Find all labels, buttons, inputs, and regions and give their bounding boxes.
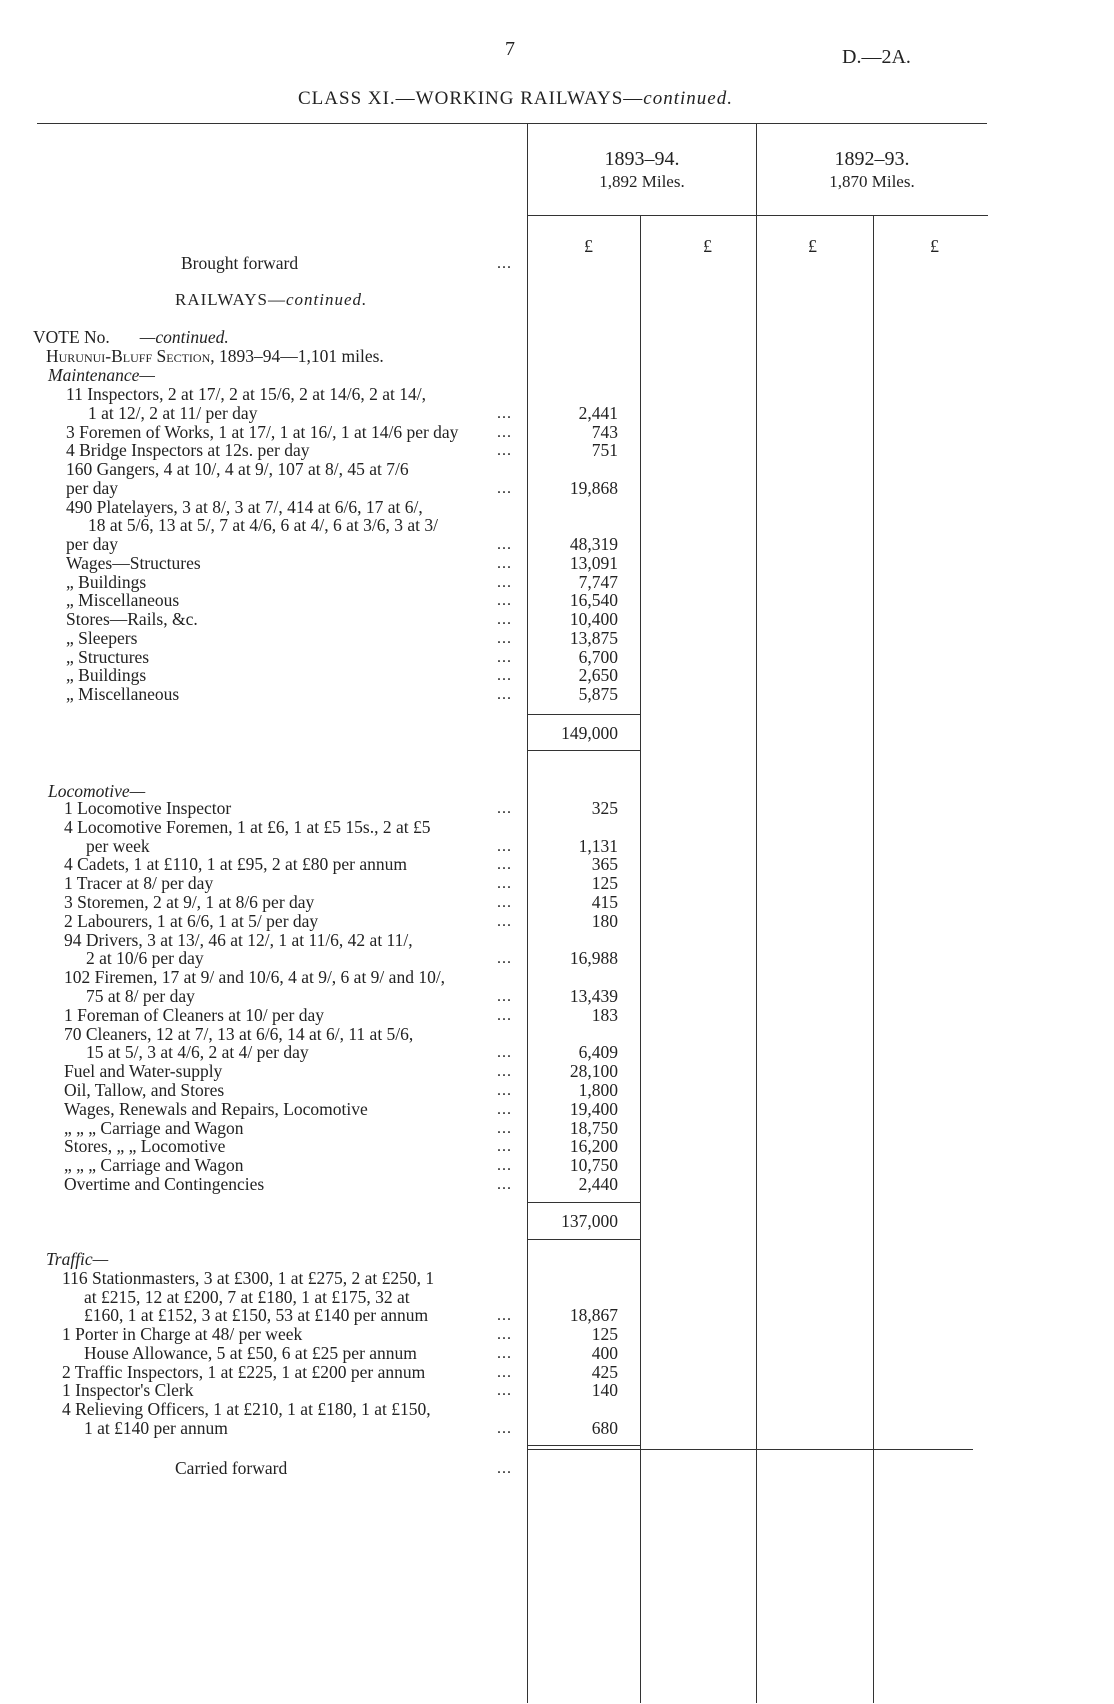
railways-heading <box>175 290 367 310</box>
currency-symbol: £ <box>930 236 939 256</box>
railways-heading-suffix: continued. <box>286 290 368 309</box>
line-item-value: 13,875 <box>569 627 618 648</box>
class-title-text: CLASS XI.—WORKING RAILWAYS— <box>298 88 644 109</box>
carried-forward-double-rule <box>528 1449 973 1450</box>
leader-dots: ... <box>497 1044 512 1062</box>
line-item-value: 425 <box>591 1361 618 1382</box>
line-item-text: 15 at 5/, 3 at 4/6, 2 at 4/ per day <box>86 1042 309 1063</box>
document-reference: D.—2A. <box>842 46 911 68</box>
brought-forward-label: Brought forward <box>181 253 299 273</box>
locomotive-heading: Locomotive— <box>48 781 146 801</box>
line-item-value: 7,747 <box>578 571 618 592</box>
line-item-text: 2 Traffic Inspectors, 1 at £225, 1 at £200 per annum <box>62 1361 426 1382</box>
leader-dots: ... <box>497 1363 512 1381</box>
line-item-value: 18,867 <box>569 1305 618 1326</box>
leader-dots: ... <box>497 1157 512 1175</box>
line-item-value: 16,988 <box>569 948 618 969</box>
line-item-value: 10,400 <box>569 609 618 629</box>
leader-dots: ... <box>497 894 512 911</box>
line-item-text: 102 Firemen, 17 at 9/ and 10/6, 4 at 9/, 6 at 9/ and 10/, <box>64 967 446 988</box>
line-item-text: House Allowance, 5 at £50, 6 at £25 per annum <box>84 1342 417 1363</box>
line-item-value: 13,439 <box>569 986 618 1006</box>
line-item-value: 5,875 <box>578 684 618 704</box>
line-item-text: 11 Inspectors, 2 at 17/, 2 at 15/6, 2 at 14/6, 2 at 14/, <box>66 384 426 404</box>
leader-dots: ... <box>497 1382 512 1400</box>
line-item-text: 116 Stationmasters, 3 at £300, 1 at £275, 2 at £250, 1 <box>62 1268 435 1288</box>
leader-dots: ... <box>497 573 512 591</box>
line-item-text: 1 Inspector's Clerk <box>62 1380 194 1401</box>
prior-year-heading: 1892–93. <box>834 148 910 170</box>
leader-dots: ... <box>497 912 512 930</box>
column-header-rule <box>528 215 988 216</box>
line-item-text: Wages, Renewals and Repairs, Locomotive <box>64 1098 368 1119</box>
leader-dots: ... <box>497 479 512 497</box>
column-divider-prior-sub <box>873 215 874 1703</box>
line-item-text: „ Sleepers <box>66 627 138 648</box>
line-item-value: 2,440 <box>578 1174 618 1194</box>
leader-dots: ... <box>497 837 512 855</box>
line-item-value: 13,091 <box>569 552 618 573</box>
line-item-text: Stores, „ „ Locomotive <box>64 1136 226 1157</box>
line-item-value: 19,400 <box>569 1098 618 1119</box>
line-item-value: 1,800 <box>578 1080 618 1100</box>
leader-dots: ... <box>497 1307 512 1325</box>
line-item-text: Overtime and Contingencies <box>64 1174 265 1194</box>
line-item-value: 751 <box>591 440 618 461</box>
line-item-text: 490 Platelayers, 3 at 8/, 3 at 7/, 414 at 6/6, 17 at 6/, <box>66 496 423 517</box>
currency-symbol: £ <box>808 236 817 256</box>
line-item-text: 70 Cleaners, 12 at 7/, 13 at 6/6, 14 at 6/, 11 at 5/6, <box>64 1023 414 1044</box>
leader-dots: ... <box>497 1176 512 1193</box>
line-item-value: 48,319 <box>569 534 618 554</box>
line-item-value: 6,409 <box>578 1042 618 1063</box>
traffic-heading: Traffic— <box>46 1249 109 1269</box>
current-year-heading: 1893–94. <box>604 148 680 170</box>
line-item-text: at £215, 12 at £200, 7 at £180, 1 at £175, 32 at <box>84 1286 410 1307</box>
leader-dots: ... <box>497 592 512 610</box>
leader-dots: ... <box>497 800 512 817</box>
column-divider-current-sub <box>640 215 641 1703</box>
currency-symbol: £ <box>584 236 593 256</box>
line-item-value: 16,200 <box>569 1136 618 1157</box>
line-item-value: 10,750 <box>569 1155 618 1176</box>
line-item-text: 1 Tracer at 8/ per day <box>64 873 214 894</box>
line-item-text: Oil, Tallow, and Stores <box>64 1080 225 1100</box>
line-item-text: 3 Foremen of Works, 1 at 17/, 1 at 16/, 1 at 14/6 per day <box>66 421 459 442</box>
maintenance-subtotal-rule <box>528 714 640 715</box>
leader-dots: ... <box>497 1419 512 1437</box>
line-item-value: 325 <box>591 798 618 818</box>
railways-heading-text: RAILWAYS— <box>175 290 287 309</box>
line-item-text: Wages—Structures <box>66 552 201 573</box>
line-item-value: 743 <box>591 421 618 442</box>
leader-dots: ... <box>497 875 512 893</box>
line-item-value: 680 <box>591 1417 618 1438</box>
line-item-text: 2 Labourers, 1 at 6/6, 1 at 5/ per day <box>64 910 319 931</box>
leader-dots: ... <box>497 1082 512 1099</box>
line-item-value: 140 <box>591 1380 618 1401</box>
leader-dots: ... <box>497 988 512 1005</box>
leader-dots: ... <box>497 1460 512 1477</box>
line-item-text: per day <box>66 534 118 554</box>
line-item-text: „ Miscellaneous <box>66 684 180 704</box>
column-divider-year <box>756 123 757 1703</box>
line-item-text: 160 Gangers, 4 at 10/, 4 at 9/, 107 at 8/, 45 at 7/6 <box>66 459 409 479</box>
leader-dots: ... <box>497 1138 512 1156</box>
locomotive-total: 137,000 <box>561 1211 618 1231</box>
line-item-value: 1,131 <box>578 835 618 856</box>
leader-dots: ... <box>497 423 512 441</box>
maintenance-total: 149,000 <box>561 723 618 743</box>
line-item-value: 365 <box>591 854 618 875</box>
vote-label: VOTE No. <box>33 327 110 347</box>
line-item-value: 183 <box>591 1004 618 1025</box>
line-item-value: 6,700 <box>578 646 618 667</box>
leader-dots: ... <box>497 611 512 628</box>
carried-forward-label: Carried forward <box>175 1458 288 1478</box>
carried-forward-rule <box>528 1445 640 1446</box>
line-item-text: 1 Foreman of Cleaners at 10/ per day <box>64 1004 324 1025</box>
line-item-value: 400 <box>591 1342 618 1363</box>
line-item-text: 18 at 5/6, 13 at 5/, 7 at 4/6, 6 at 4/, 6 at 3/6, 3 at 3/ <box>88 515 438 536</box>
line-item-text: 1 at £140 per annum <box>84 1417 228 1438</box>
line-item-text: „ Structures <box>66 646 150 667</box>
line-item-value: 19,868 <box>569 477 618 498</box>
line-item-text: 4 Bridge Inspectors at 12s. per day <box>66 440 310 461</box>
prior-miles: 1,870 Miles. <box>829 172 915 191</box>
locomotive-subtotal-rule <box>528 1202 640 1203</box>
line-item-text: Fuel and Water-supply <box>64 1061 223 1082</box>
leader-dots: ... <box>497 1326 512 1344</box>
line-item-text: Stores—Rails, &c. <box>66 609 198 629</box>
currency-symbol: £ <box>703 236 712 256</box>
line-item-text: £160, 1 at £152, 3 at £150, 53 at £140 per annum <box>84 1305 429 1326</box>
line-item-text: 75 at 8/ per day <box>86 986 195 1006</box>
leader-dots: ... <box>497 404 512 422</box>
section-title-suffix: 1893–94—1,101 miles. <box>219 346 384 366</box>
line-item-text: 4 Locomotive Foremen, 1 at £6, 1 at £5 15s., 2 at £5 <box>64 816 431 837</box>
line-item-text: „ Buildings <box>66 571 147 592</box>
leader-dots: ... <box>497 536 512 553</box>
current-miles: 1,892 Miles. <box>599 172 685 191</box>
leader-dots: ... <box>497 1006 512 1024</box>
leader-dots: ... <box>497 667 512 685</box>
class-title-suffix: continued. <box>643 88 733 109</box>
line-item-value: 125 <box>591 873 618 894</box>
line-item-text: 3 Storemen, 2 at 9/, 1 at 8/6 per day <box>64 892 315 912</box>
line-item-value: 18,750 <box>569 1117 618 1138</box>
line-item-text: 4 Cadets, 1 at £110, 1 at £95, 2 at £80 per annum <box>64 854 407 875</box>
line-item-text: per week <box>86 835 150 856</box>
line-item-text: 1 at 12/, 2 at 11/ per day <box>88 402 258 423</box>
line-item-text: 2 at 10/6 per day <box>86 948 204 969</box>
line-item-value: 415 <box>591 892 618 912</box>
line-item-value: 28,100 <box>569 1061 618 1082</box>
line-item-text: „ „ „ Carriage and Wagon <box>64 1155 244 1176</box>
vote-suffix: —continued. <box>139 327 229 347</box>
line-item-text: „ Miscellaneous <box>66 590 180 611</box>
line-item-text: per day <box>66 477 118 498</box>
line-item-text: „ „ „ Carriage and Wagon <box>64 1117 244 1138</box>
line-item-text: „ Buildings <box>66 665 147 686</box>
line-item-value: 180 <box>591 910 618 931</box>
table-top-rule <box>37 123 987 124</box>
locomotive-total-rule <box>528 1239 640 1240</box>
leader-dots: ... <box>497 1063 512 1081</box>
vote-line <box>33 327 229 347</box>
line-item-text: 1 Locomotive Inspector <box>64 798 232 818</box>
leader-dots: ... <box>497 1100 512 1118</box>
leader-dots: ... <box>497 1119 512 1137</box>
leader-dots: ... <box>497 255 512 272</box>
line-item-text: 4 Relieving Officers, 1 at £210, 1 at £180, 1 at £150, <box>62 1398 431 1419</box>
leader-dots: ... <box>497 554 512 572</box>
leader-dots: ... <box>497 686 512 703</box>
maintenance-heading: Maintenance— <box>48 365 155 385</box>
line-item-value: 125 <box>591 1324 618 1345</box>
line-item-text: 94 Drivers, 3 at 13/, 46 at 12/, 1 at 11/6, 42 at 11/, <box>64 929 413 950</box>
section-title <box>46 346 384 366</box>
leader-dots: ... <box>497 1344 512 1362</box>
line-item-text: 1 Porter in Charge at 48/ per week <box>62 1324 303 1345</box>
leader-dots: ... <box>497 442 512 460</box>
leader-dots: ... <box>497 950 512 968</box>
leader-dots: ... <box>497 648 512 666</box>
line-item-value: 2,441 <box>578 402 618 423</box>
leader-dots: ... <box>497 856 512 874</box>
section-title-name: Hurunui-Bluff Section, <box>46 346 215 366</box>
line-item-value: 16,540 <box>569 590 618 611</box>
line-item-value: 2,650 <box>578 665 618 686</box>
maintenance-total-rule <box>528 750 640 751</box>
class-title <box>298 88 733 110</box>
leader-dots: ... <box>497 629 512 647</box>
page-number: 7 <box>505 38 515 60</box>
